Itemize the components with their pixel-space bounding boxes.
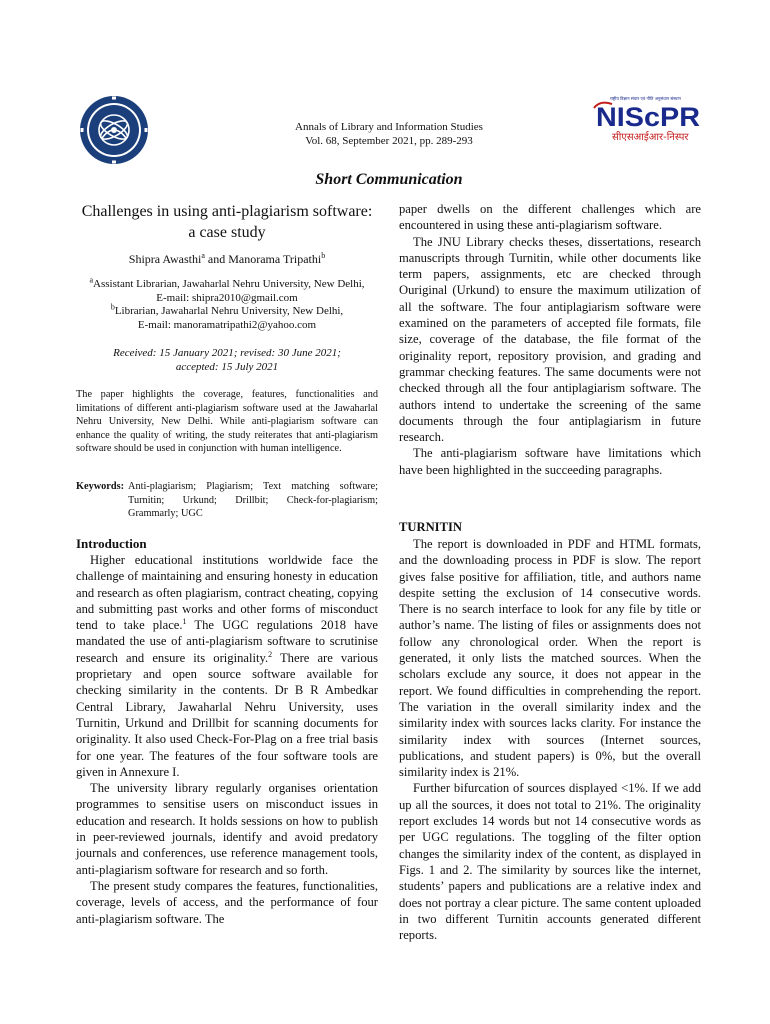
keywords [76, 480, 378, 521]
affil-a-email: E-mail: shipra2010@gmail.com [156, 292, 298, 304]
footnote-ref: 1 [182, 617, 187, 626]
introduction-heading: Introduction [76, 536, 147, 551]
body-paragraph: The anti-plagiarism software have limitations which have been highlighted in the succeeding paragraphs. [399, 446, 701, 477]
turnitin-body [399, 536, 701, 943]
affil-b-line1: Librarian, Jawaharlal Nehru University, New Delhi, [114, 305, 344, 317]
authors [76, 252, 378, 267]
author1-sup: a [201, 251, 205, 260]
turnitin-heading: TURNITIN [399, 520, 462, 534]
intro-paragraph: Higher educational institutions worldwide face the challenge of maintaining and ensuring honesty in education and research as often plagiarism, contract cheating, copying and submitting past works and other forms of misconduct tend to take place.$^1$ The UGC regulations 2018 have mandated the use of anti-plagiarism software to scrutinise research and ensure its originality.$^2$ There are various proprietary and open source software available for checking similarity in the contents. Dr B R Ambedkar Central Library, Jawaharlal Nehru University, uses Turnitin, Urkund and Drillbit for scanning documents for originality. It also used Check-For-Plag on a free trial basis for one year. The features of the four software tools are given in Annexure I. [76, 553, 378, 779]
journal-name: Annals of Library and Information Studies [295, 121, 483, 133]
intro-paragraph: The present study compares the features, functionalities, coverage, levels of access, and the performance of four anti-plagiarism software. The [76, 878, 378, 926]
body-paragraph: The JNU Library checks theses, dissertations, research manuscripts through Turnitin, while other documents like term papers, assignments, etc are checked through Ouriginal (Urkund) to ensure the maximum utilization of all the software. The four antiplagiarism software were examined on the parameters of accepted file formats, file size, coverage of the database, the file format of the originality report, repository provision, and grading and grammar checking features. The same documents were not checked through all the four antiplagiarism software. The authors intend to undertake the screening of the same documents through the four antiplagiarism in future research. [399, 234, 701, 445]
journal-info [230, 120, 548, 148]
logo-hindi-text: सीएसआईआर-निस्पर [612, 132, 689, 143]
received-dates [76, 346, 378, 374]
affil-b-email: E-mail: manoramatripathi2@yahoo.com [137, 319, 317, 331]
introduction-body [76, 552, 378, 927]
author2: and Manorama Tripathi [204, 252, 322, 266]
body-paragraph: The report is downloaded in PDF and HTML formats, and the downloading process in PDF is slow. The report gives false positive for affiliation, title, and authors name despite setting the exclusion of 14 consecutive words. There is no search interface to look for any file by title or author’s name. The listing of files or assignments does not follow any chronological order. When the report is generated, it only lists the matched sources. When the scholars exclude any source, it does not appear in the report. We found difficulties in comprehending the report. The variation in the overall similarity index and the similarity index with sources lacks clarity. For instance the similarity index with sources (Internet sources, publications, and student papers) is 0%, but the overall similarity index is 21%. [399, 537, 701, 780]
logo-top-text: राष्ट्रीय विज्ञान संचार एवं नीति अनुसंधान संस्थान [610, 96, 681, 101]
keywords-label: Keywords: [76, 481, 125, 492]
dates-line1: Received: 15 January 2021; revised: 30 June 2021; [113, 347, 341, 359]
journal-volume: Vol. 68, September 2021, pp. 289-293 [305, 135, 473, 147]
keywords-list: Anti-plagiarism; Plagiarism; Text matching software; Turnitin; Urkund; Drillbit; Check-for-plagiarism; Grammarly; UGC [128, 481, 378, 520]
section-heading: Short Communication [315, 171, 463, 188]
title-line1: Challenges in using anti-plagiarism software: [81, 203, 373, 220]
body-paragraph: Further bifurcation of sources displayed <1%. If we add up all the sources, it does not total to 21%. The originality report excludes 14 words but not 14 consecutive words as per UGC regulations. The toggling of the filter option changes the similarity index of the content, as displayed in Figs. 1 and 2. The similarity by sources like the internet, students’ papers and publications are a relative index and does not portray a clear picture. The same content uploaded in two different Turnitin accounts generated different reports. [399, 781, 701, 943]
abstract: The paper highlights the coverage, features, functionalities and limitations of different anti-plagiarism software used at the Jawaharlal Nehru University, New Delhi. While anti-plagiarism software can enhance the quality of writing, the study reiterates that anti-plagiarism software should be used in conjunction with human intelligence. [76, 389, 378, 455]
intro-paragraph: The university library regularly organises orientation programmes to sensitise users on misconduct issues in education and research. It holds sessions on how to publish in peer-reviewed journals, identify and avoid predatory journals and conferences, use reference management tools, anti-plagiarism software for research and so forth. [76, 781, 378, 877]
author1: Shipra Awasthi [128, 252, 202, 266]
csir-emblem-icon [78, 94, 150, 166]
article-title [76, 201, 378, 243]
logo-main-text: NIScPR [596, 102, 700, 132]
dates-line2: accepted: 15 July 2021 [175, 361, 279, 373]
right-column-intro [399, 201, 701, 478]
affil-b-sup: b [110, 302, 115, 312]
niscpr-logo [590, 94, 702, 144]
author2-sup: b [321, 251, 326, 260]
body-paragraph: paper dwells on the different challenges which are encountered in using these anti-plagiarism software. [399, 202, 701, 233]
affil-a-line1: Assistant Librarian, Jawaharlal Nehru University, New Delhi, [93, 278, 365, 290]
footnote-ref: 2 [268, 649, 273, 659]
affil-a-sup: a [89, 275, 94, 285]
affiliation-a [76, 277, 378, 305]
title-line2: a case study [188, 224, 266, 241]
affiliation-b [76, 304, 378, 332]
